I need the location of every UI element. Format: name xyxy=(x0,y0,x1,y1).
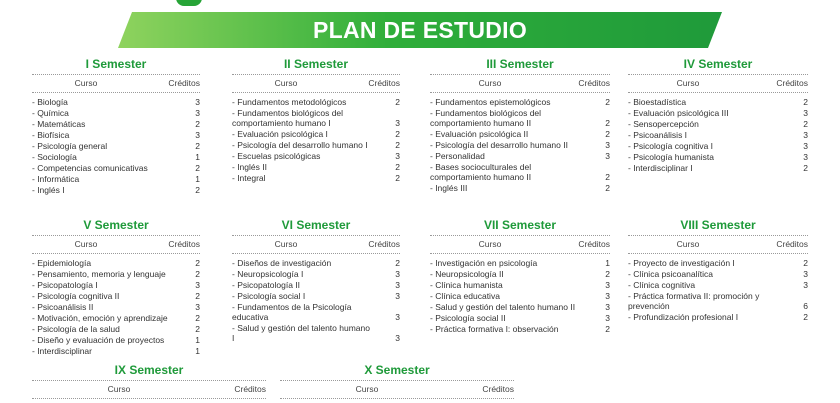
course-row xyxy=(430,151,610,161)
course-name: - Psicoanálisis I xyxy=(628,130,688,140)
semester-title: X Semester xyxy=(364,363,430,377)
divider xyxy=(280,380,514,381)
divider xyxy=(628,253,808,254)
course-row xyxy=(430,313,610,323)
course-column-label: Curso xyxy=(355,384,379,394)
course-row xyxy=(32,258,200,268)
course-credits: 3 xyxy=(605,313,610,323)
course-name: - Psicopatología I xyxy=(32,280,98,290)
course-name: - Clínica educativa xyxy=(430,291,500,301)
course-row xyxy=(430,162,610,182)
course-row xyxy=(628,280,808,290)
course-name: - Clínica psicoanalítica xyxy=(628,269,714,279)
semester-title: I Semester xyxy=(85,57,147,71)
divider xyxy=(628,74,808,75)
divider xyxy=(430,235,610,236)
course-column-label: Curso xyxy=(676,239,700,249)
course-name: - Personalidad xyxy=(430,151,485,161)
course-row xyxy=(430,108,610,128)
course-name: - Escuelas psicológicas xyxy=(232,151,321,161)
divider xyxy=(32,398,266,399)
course-credits: 3 xyxy=(195,302,200,312)
course-name: - Fundamentos de la Psicología educativa xyxy=(232,302,352,322)
course-credits: 3 xyxy=(395,280,400,290)
semester-title: V Semester xyxy=(83,218,149,232)
course-credits: 2 xyxy=(395,173,400,183)
course-credits: 3 xyxy=(395,333,400,343)
course-name: - Evaluación psicológica II xyxy=(430,129,529,139)
course-credits: 3 xyxy=(605,151,610,161)
column-header xyxy=(628,78,808,90)
course-name: - Inglés III xyxy=(430,183,468,193)
course-credits: 2 xyxy=(195,163,200,173)
divider xyxy=(430,74,610,75)
course-row xyxy=(430,291,610,301)
course-row xyxy=(232,258,400,268)
semester-block xyxy=(232,56,400,184)
course-row xyxy=(32,269,200,279)
course-name: - Evaluación psicológica III xyxy=(628,108,729,118)
course-name: - Fundamentos epistemológicos xyxy=(430,97,551,107)
course-name: - Diseño y evaluación de proyectos xyxy=(32,335,165,345)
course-credits: 2 xyxy=(195,185,200,195)
course-credits: 3 xyxy=(195,130,200,140)
course-row xyxy=(32,174,200,184)
credits-column-label: Créditos xyxy=(368,239,400,249)
course-row xyxy=(232,173,400,183)
course-row xyxy=(628,258,808,268)
credits-column-label: Créditos xyxy=(776,239,808,249)
divider xyxy=(430,253,610,254)
course-row xyxy=(32,152,200,162)
course-name: - Proyecto de investigación I xyxy=(628,258,735,268)
course-name: - Psicología cognitiva I xyxy=(628,141,714,151)
course-credits: 2 xyxy=(605,269,610,279)
divider xyxy=(32,92,200,93)
course-row xyxy=(32,163,200,173)
course-credits: 3 xyxy=(605,140,610,150)
course-credits: 3 xyxy=(195,108,200,118)
course-row xyxy=(32,335,200,345)
course-row xyxy=(430,324,610,334)
page-title: PLAN DE ESTUDIO xyxy=(312,17,528,43)
semester-title: VII Semester xyxy=(483,218,557,232)
divider xyxy=(32,380,266,381)
credits-column-label: Créditos xyxy=(234,384,266,394)
course-name: - Psicología cognitiva II xyxy=(32,291,120,301)
course-credits: 2 xyxy=(605,324,610,334)
course-credits: 2 xyxy=(395,97,400,107)
course-name: - Interdisciplinar I xyxy=(628,163,693,173)
course-name: - Sociología xyxy=(32,152,77,162)
column-header xyxy=(32,239,200,251)
semester-block xyxy=(32,217,200,357)
course-row xyxy=(232,291,400,301)
course-credits: 2 xyxy=(195,119,200,129)
course-credits: 1 xyxy=(195,346,200,356)
semester-title: VIII Semester xyxy=(680,218,756,232)
semester-block xyxy=(628,217,808,323)
semester-block xyxy=(280,362,514,403)
course-column-label: Curso xyxy=(274,78,298,88)
course-name: - Integral xyxy=(232,173,266,183)
divider xyxy=(628,235,808,236)
course-credits: 3 xyxy=(195,97,200,107)
course-name: - Psicología de la salud xyxy=(32,324,120,334)
column-header xyxy=(32,384,266,396)
course-column-label: Curso xyxy=(274,239,298,249)
course-column-label: Curso xyxy=(74,78,98,88)
course-credits: 3 xyxy=(395,269,400,279)
column-header xyxy=(280,384,514,396)
course-credits: 2 xyxy=(605,97,610,107)
course-credits: 3 xyxy=(605,302,610,312)
semester-block xyxy=(430,56,610,194)
course-credits: 1 xyxy=(195,335,200,345)
course-column-label: Curso xyxy=(74,239,98,249)
divider xyxy=(232,235,400,236)
course-row xyxy=(430,129,610,139)
semester-block xyxy=(628,56,808,174)
course-name: - Fundamentos biológicos del comportamiento humano II xyxy=(430,108,542,128)
divider xyxy=(232,74,400,75)
divider xyxy=(32,253,200,254)
course-name: - Psicopatología II xyxy=(232,280,301,290)
course-name: - Neuropsicología II xyxy=(430,269,504,279)
course-credits: 2 xyxy=(803,258,808,268)
course-credits: 2 xyxy=(395,162,400,172)
course-row xyxy=(32,280,200,290)
course-name: - Práctica formativa I: observación xyxy=(430,324,559,334)
course-credits: 3 xyxy=(803,141,808,151)
course-credits: 2 xyxy=(605,183,610,193)
course-row xyxy=(232,97,400,107)
column-header xyxy=(32,78,200,90)
semester-title: IV Semester xyxy=(683,57,753,71)
course-credits: 3 xyxy=(803,130,808,140)
column-header xyxy=(430,239,610,251)
semester-title: III Semester xyxy=(486,57,554,71)
semester-block xyxy=(232,217,400,344)
course-row xyxy=(32,130,200,140)
course-credits: 6 xyxy=(803,301,808,311)
semester-block xyxy=(32,56,200,196)
course-credits: 1 xyxy=(605,258,610,268)
course-name: - Bases socioculturales del comportamiento humano II xyxy=(430,162,532,182)
course-name: - Bioestadística xyxy=(628,97,687,107)
course-row xyxy=(232,323,400,343)
credits-column-label: Créditos xyxy=(168,239,200,249)
course-credits: 2 xyxy=(605,172,610,182)
course-row xyxy=(430,302,610,312)
divider xyxy=(232,253,400,254)
course-row xyxy=(32,313,200,323)
course-row xyxy=(32,302,200,312)
course-name: - Salud y gestión del talento humano I xyxy=(232,323,370,343)
course-credits: 2 xyxy=(195,291,200,301)
plan-banner xyxy=(118,12,722,48)
course-credits: 2 xyxy=(195,269,200,279)
course-row xyxy=(430,269,610,279)
course-name: - Psicoanálisis II xyxy=(32,302,94,312)
course-name: - Diseños de investigación xyxy=(232,258,332,268)
course-row xyxy=(232,269,400,279)
course-credits: 2 xyxy=(195,141,200,151)
course-name: - Matemáticas xyxy=(32,119,86,129)
course-name: - Salud y gestión del talento humano II xyxy=(430,302,576,312)
course-name: - Química xyxy=(32,108,69,118)
credits-column-label: Créditos xyxy=(578,239,610,249)
course-name: - Práctica formativa II: promoción y prevención xyxy=(628,291,760,311)
course-name: - Epidemiología xyxy=(32,258,92,268)
course-row xyxy=(32,119,200,129)
course-row xyxy=(232,108,400,128)
divider xyxy=(430,92,610,93)
course-credits: 2 xyxy=(803,163,808,173)
course-row xyxy=(232,280,400,290)
course-credits: 3 xyxy=(395,312,400,322)
course-row xyxy=(232,162,400,172)
course-name: - Fundamentos biológicos del comportamiento humano I xyxy=(232,108,344,128)
course-credits: 3 xyxy=(195,280,200,290)
course-name: - Psicología social I xyxy=(232,291,306,301)
semester-block xyxy=(430,217,610,335)
column-header xyxy=(232,239,400,251)
course-name: - Fundamentos metodológicos xyxy=(232,97,347,107)
semester-block xyxy=(32,362,266,403)
course-column-label: Curso xyxy=(478,239,502,249)
divider xyxy=(628,92,808,93)
course-name: - Informática xyxy=(32,174,80,184)
course-name: - Biofísica xyxy=(32,130,70,140)
course-name: - Biología xyxy=(32,97,68,107)
course-row xyxy=(430,97,610,107)
course-credits: 2 xyxy=(803,312,808,322)
course-row xyxy=(628,152,808,162)
course-row xyxy=(430,280,610,290)
credits-column-label: Créditos xyxy=(776,78,808,88)
course-row xyxy=(628,291,808,311)
course-credits: 3 xyxy=(803,269,808,279)
course-row xyxy=(232,302,400,322)
divider xyxy=(232,92,400,93)
course-name: - Neuropsicología I xyxy=(232,269,304,279)
course-row xyxy=(32,324,200,334)
course-name: - Inglés II xyxy=(232,162,267,172)
course-credits: 2 xyxy=(195,324,200,334)
course-credits: 3 xyxy=(605,291,610,301)
course-credits: 2 xyxy=(803,119,808,129)
divider xyxy=(280,398,514,399)
course-name: - Evaluación psicológica I xyxy=(232,129,328,139)
course-credits: 1 xyxy=(195,174,200,184)
course-name: - Inglés I xyxy=(32,185,65,195)
course-row xyxy=(628,312,808,322)
credits-column-label: Créditos xyxy=(168,78,200,88)
course-credits: 3 xyxy=(395,291,400,301)
course-credits: 3 xyxy=(395,151,400,161)
course-credits: 3 xyxy=(605,280,610,290)
semester-title: II Semester xyxy=(283,57,349,71)
course-name: - Psicología del desarrollo humano I xyxy=(232,140,368,150)
column-header xyxy=(430,78,610,90)
course-credits: 2 xyxy=(605,129,610,139)
credits-column-label: Créditos xyxy=(368,78,400,88)
course-credits: 3 xyxy=(803,108,808,118)
course-name: - Pensamiento, memoria y lenguaje xyxy=(32,269,166,279)
course-name: - Sensopercepción xyxy=(628,119,699,129)
course-name: - Competencias comunicativas xyxy=(32,163,148,173)
course-row xyxy=(232,140,400,150)
course-column-label: Curso xyxy=(478,78,502,88)
course-credits: 2 xyxy=(195,258,200,268)
course-name: - Clínica cognitiva xyxy=(628,280,696,290)
course-credits: 3 xyxy=(803,280,808,290)
credits-column-label: Créditos xyxy=(578,78,610,88)
course-credits: 2 xyxy=(395,129,400,139)
course-name: - Clínica humanista xyxy=(430,280,503,290)
semester-title: VI Semester xyxy=(281,218,351,232)
course-name: - Psicología del desarrollo humano II xyxy=(430,140,568,150)
course-column-label: Curso xyxy=(676,78,700,88)
course-row xyxy=(628,108,808,118)
course-row xyxy=(430,140,610,150)
course-name: - Psicología social II xyxy=(430,313,506,323)
course-name: - Investigación en psicología xyxy=(430,258,538,268)
course-credits: 2 xyxy=(605,118,610,128)
course-row xyxy=(628,119,808,129)
header-graphic-fragment xyxy=(176,0,202,6)
course-name: - Profundización profesional I xyxy=(628,312,739,322)
divider xyxy=(32,74,200,75)
course-row xyxy=(628,97,808,107)
course-row xyxy=(628,269,808,279)
course-credits: 2 xyxy=(195,313,200,323)
course-row xyxy=(430,258,610,268)
course-name: - Psicología humanista xyxy=(628,152,714,162)
course-name: - Motivación, emoción y aprendizaje xyxy=(32,313,168,323)
course-row xyxy=(32,185,200,195)
course-row xyxy=(430,183,610,193)
divider xyxy=(32,235,200,236)
course-row xyxy=(32,346,200,356)
course-credits: 2 xyxy=(395,258,400,268)
course-credits: 3 xyxy=(803,152,808,162)
course-row xyxy=(628,141,808,151)
course-row xyxy=(32,97,200,107)
semester-title: IX Semester xyxy=(114,363,184,377)
course-credits: 1 xyxy=(195,152,200,162)
course-row xyxy=(628,130,808,140)
course-row xyxy=(232,129,400,139)
credits-column-label: Créditos xyxy=(482,384,514,394)
course-column-label: Curso xyxy=(107,384,131,394)
column-header xyxy=(232,78,400,90)
course-row xyxy=(232,151,400,161)
course-credits: 2 xyxy=(395,140,400,150)
course-row xyxy=(32,141,200,151)
course-name: - Psicología general xyxy=(32,141,108,151)
course-credits: 3 xyxy=(395,118,400,128)
column-header xyxy=(628,239,808,251)
course-row xyxy=(32,108,200,118)
course-row xyxy=(628,163,808,173)
course-name: - Interdisciplinar xyxy=(32,346,92,356)
course-credits: 2 xyxy=(803,97,808,107)
course-row xyxy=(32,291,200,301)
